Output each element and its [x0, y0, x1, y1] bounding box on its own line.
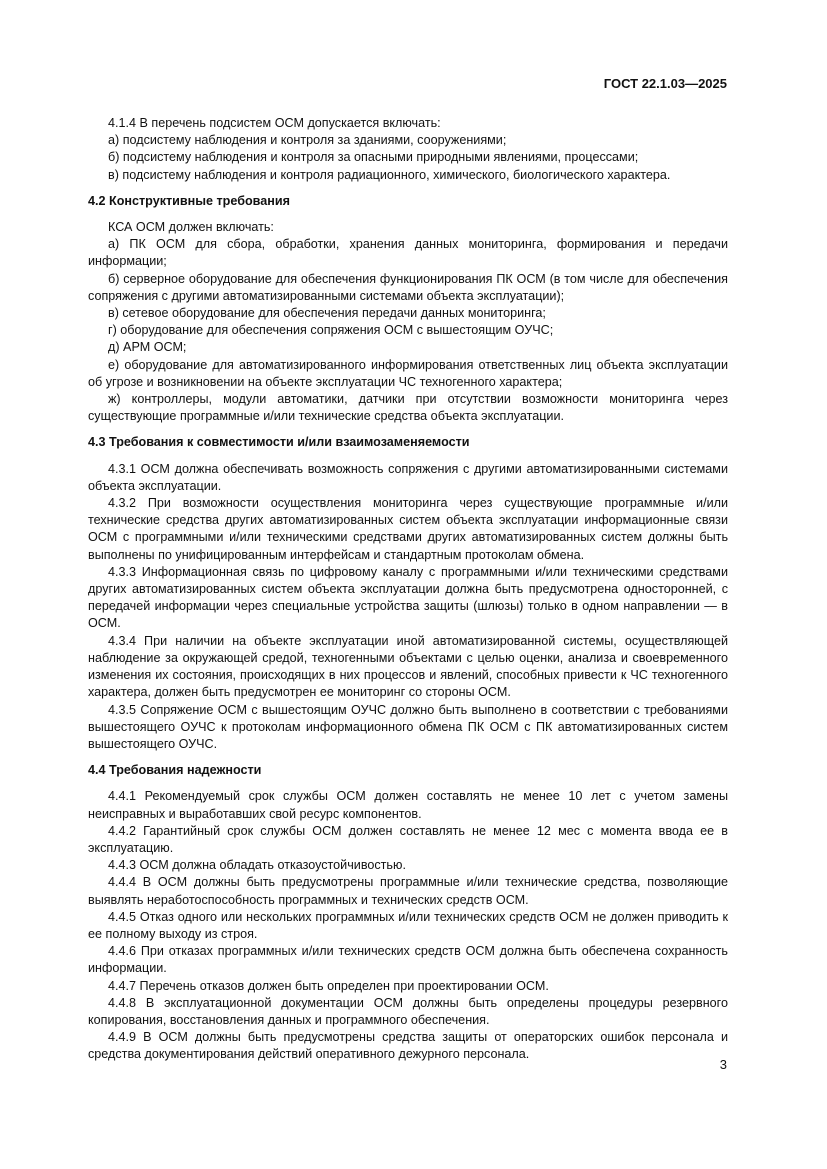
paragraph-ksa-intro: КСА ОСМ должен включать:	[108, 220, 274, 235]
document-header: ГОСТ 22.1.03—2025	[603, 76, 727, 91]
list-item-v: в) подсистему наблюдения и контроля радиационного, химического, биологического характера.	[108, 167, 671, 182]
paragraph-4-3-4: 4.3.4 При наличии на объекте эксплуатации иной автоматизированной системы, осуществляющей наблюдение за окружающей средой, техногенными объектами с целью оценки, анализа и своевременного изменения их состояния, происходящих в них процессов и явлений, способных привести к ЧС техногенного характера, должен быть предусмотрен ее мониторинг со стороны ОСМ.	[88, 633, 728, 700]
section-heading-4-2: 4.2 Конструктивные требования	[88, 193, 290, 208]
list-item-a: а) ПК ОСМ для сбора, обработки, хранения данных мониторинга, формирования и передачи информации;	[88, 237, 728, 269]
list-item-d: д) АРМ ОСМ;	[108, 340, 187, 355]
section-heading-4-3: 4.3 Требования к совместимости и/или взаимозаменяемости	[88, 435, 470, 450]
paragraph-4-3-3: 4.3.3 Информационная связь по цифровому каналу с программными и/или техническими средствами других автоматизированных систем объекта эксплуатации должна быть предусмотрена односторонней, с передачей информации через специальные устройства защиты (шлюзы) только в одном направлении — в ОСМ.	[88, 564, 728, 631]
document-body	[88, 115, 728, 1064]
list-item-e: е) оборудование для автоматизированного информирования ответственных лиц объекта эксплуатации об угрозе и возникновении на объекте эксплуатации ЧС техногенного характера;	[88, 357, 728, 389]
list-item-a: а) подсистему наблюдения и контроля за зданиями, сооружениями;	[108, 133, 507, 148]
paragraph-4-4-2: 4.4.2 Гарантийный срок службы ОСМ должен составлять не менее 12 мес с момента ввода ее в эксплуатацию.	[88, 823, 728, 855]
paragraph-4-3-1: 4.3.1 ОСМ должна обеспечивать возможность сопряжения с другими автоматизированными системами объекта эксплуатации.	[88, 461, 728, 493]
section-heading-4-4: 4.4 Требования надежности	[88, 763, 262, 778]
list-item-v: в) сетевое оборудование для обеспечения передачи данных мониторинга;	[108, 306, 546, 321]
paragraph-4-4-9: 4.4.9 В ОСМ должны быть предусмотрены средства защиты от операторских ошибок персонала и средства документирования действий оперативного дежурного персонала.	[88, 1030, 728, 1062]
paragraph-4-4-1: 4.4.1 Рекомендуемый срок службы ОСМ должен составлять не менее 10 лет с учетом замены неисправных и выработавших свой ресурс компонентов.	[88, 789, 728, 821]
paragraph-4-4-5: 4.4.5 Отказ одного или нескольких программных и/или технических средств ОСМ не должен приводить к ее полному выходу из строя.	[88, 909, 728, 941]
paragraph-4-4-8: 4.4.8 В эксплуатационной документации ОСМ должны быть определены процедуры резервного копирования, восстановления данных и программного обеспечения.	[88, 995, 728, 1027]
list-item-b: б) подсистему наблюдения и контроля за опасными природными явлениями, процессами;	[108, 150, 639, 165]
page-number: 3	[719, 1057, 727, 1072]
paragraph-4-3-5: 4.3.5 Сопряжение ОСМ с вышестоящим ОУЧС должно быть выполнено в соответствии с требованиями вышестоящего ОУЧС к протоколам информационного обмена ПК ОСМ с ПК автоматизированных систем вышестоящего ОУЧС.	[88, 702, 728, 751]
paragraph-4-4-3: 4.4.3 ОСМ должна обладать отказоустойчивостью.	[108, 858, 406, 873]
paragraph-4-3-2: 4.3.2 При возможности осуществления мониторинга через существующие программные и/или технические средства других автоматизированных систем объекта эксплуатации информационные связи ОСМ с программными и/или техническими средствами других автоматизированных систем должны быть выполнены по унифицированным интерфейсам и стандартным протоколам обмена.	[88, 496, 728, 562]
paragraph-4-4-4: 4.4.4 В ОСМ должны быть предусмотрены программные и/или технические средства, позволяющие выявлять неработоспособность программных и технических средств ОСМ.	[88, 875, 728, 907]
list-item-b: б) серверное оборудование для обеспечения функционирования ПК ОСМ (в том числе для обеспечения сопряжения с другими автоматизированными системами объекта эксплуатации);	[88, 271, 728, 303]
paragraph-4-4-7: 4.4.7 Перечень отказов должен быть определен при проектировании ОСМ.	[108, 978, 549, 993]
list-item-zh: ж) контроллеры, модули автоматики, датчики при отсутствии возможности мониторинга через существующие программные и/или технические средства объекта эксплуатации.	[88, 392, 728, 424]
paragraph-4-1-4: 4.1.4 В перечень подсистем ОСМ допускается включать:	[108, 116, 441, 130]
list-item-g: г) оборудование для обеспечения сопряжения ОСМ с вышестоящим ОУЧС;	[108, 323, 554, 338]
paragraph-4-4-6: 4.4.6 При отказах программных и/или технических средств ОСМ должна быть обеспечена сохранность информации.	[88, 944, 728, 976]
